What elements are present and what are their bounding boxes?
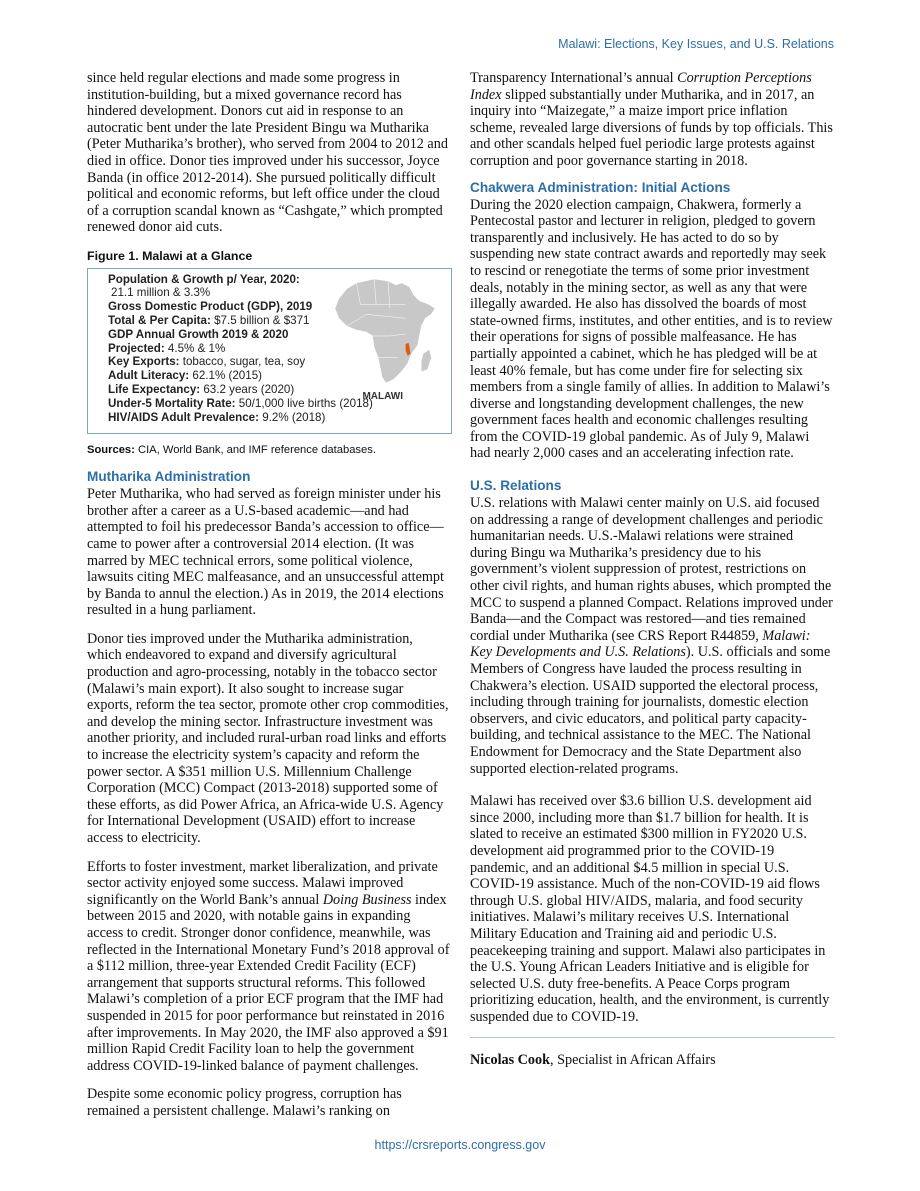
figure-box: [87, 268, 452, 434]
paragraph: Peter Mutharika, who had served as foreign minister under his brother after a career as a U.S-based academic—and had attempted to foil his predecessor Banda’s accession to office—came to power after a controversial 2014 election. (It was marred by MEC technical errors, some political violence, lawsuits citing MEC malfeasance, and an unsuccessful attempt by Banda to annul the election.) As in 2019, the 2014 elections resulted in a hung parliament.: [87, 486, 444, 619]
stat-value: 21.1 million & 3.3%: [111, 286, 211, 300]
stat-value: 62.1% (2015): [189, 369, 263, 383]
author-name: Nicolas Cook: [470, 1052, 551, 1069]
paragraph: Malawi has received over $3.6 billion U.S. development aid since 2000, including more than $1.7 billion for health. It is slated to receive an estimated $300 million in FY2020 U.S. development aid programmed prior to the COVID-19 pandemic, and an additional $4.5 million in special U.S. COVID-19 assistance. Much of the non-COVID-19 aid flows through U.S. global HIV/AIDS, malaria, and food security initiatives. Malawi’s military receives U.S. International Military Education and Training aid and periodic U.S. peacekeeping training and support. Malawi also participates in the U.S. Young African Leaders Initiative and is eligible for selected U.S. duty free-benefits. A Peace Corps program prioritizing education, health, and the environment, is currently suspended due to COVID-19.: [470, 793, 830, 1025]
paragraph: Despite some economic policy progress, corruption has remained a persistent challenge. Malawi’s ranking on: [87, 1086, 402, 1119]
divider: [470, 1037, 835, 1038]
stat-label: Projected:: [108, 341, 165, 355]
stat-label: Life Expectancy:: [108, 382, 201, 396]
author-role: , Specialist in African Affairs: [550, 1052, 716, 1069]
section-heading-us-relations: U.S. Relations: [470, 478, 562, 494]
italic-title: Corruption Perceptions Index: [470, 70, 812, 103]
stat-label: HIV/AIDS Adult Prevalence:: [108, 410, 259, 424]
stat-value: 63.2 years (2020): [200, 382, 295, 396]
text-run: Efforts to foster investment, market liberalization, and private sector activity enjoyed some success. Malawi improved significantly on the World Bank’s annual: [87, 858, 438, 908]
text-run: index between 2015 and 2020, with notable gains in expanding access to credit. Stronger donor confidence, meanwhile, was reflected in the International Monetary Fund’s 2018 approval of a $112 million, three-year Extended Credit Facility (ECF) arrangement that supports structural reforms. This followed Malawi’s completion of a prior ECF program that the IMF had suspended in 2015 for poor performance but reinstated in 2016 after improvements. In May 2020, the IMF also approved a $91 million Rapid Credit Facility loan to help the government address COVID-19-linked balance of payment challenges.: [87, 891, 450, 1074]
stat-value: 9.2% (2018): [258, 410, 326, 424]
stat-value: tobacco, sugar, tea, soy: [179, 355, 306, 369]
africa-landmass: [335, 278, 435, 382]
italic-title: Doing Business: [322, 891, 412, 908]
sources-text: CIA, World Bank, and IMF reference databases.: [134, 443, 376, 456]
africa-map-icon: [327, 275, 445, 393]
footer-url[interactable]: https://crsreports.congress.gov: [374, 1138, 546, 1152]
stat-label: GDP Annual Growth 2019 & 2020: [108, 327, 289, 341]
paragraph: [470, 495, 833, 777]
figure-stat-row: [108, 411, 451, 425]
figure-sources: [87, 442, 450, 459]
stat-value: 50/1,000 live births (2018): [235, 396, 373, 410]
text-run: Transparency International’s annual: [470, 70, 678, 86]
stat-label: Population & Growth p/ Year, 2020:: [108, 272, 300, 286]
stat-label: Adult Literacy:: [108, 369, 190, 383]
paragraph: since held regular elections and made some progress in institution-building, but a mixed governance record has hindered development. Donors cut aid in response to an autocratic bent under the late President Bingu wa Mutharika (Peter Mutharika’s brother), who served from 2004 to 2012 and died in office. Donor ties improved under his successor, Joyce Banda (in office 2012-2014). She pursued politically difficult political and economic reforms, but left office under the cloud of a corruption scandal known as “Cashgate,” which prompted renewed donor aid cuts.: [87, 70, 448, 236]
text-run: U.S. relations with Malawi center mainly on U.S. aid focused on addressing a range of development challenges and periodic humanitarian needs. U.S.-Malawi relations were strained during Bingu wa Mutharika’s presidency due to his government’s violent suppression of protest, restrictions on other civil rights, and human rights abuses, which prompted the MCC to suspend a planned Compact. Relations improved under Banda—and the Compact was restored—and ties remained cordial under Mutharika (see CRS Report R44859,: [470, 495, 833, 644]
author-line: [470, 1052, 833, 1069]
section-heading-chakwera: Chakwera Administration: Initial Actions: [470, 179, 731, 195]
stat-value: 4.5% & 1%: [164, 341, 226, 355]
text-run: slipped substantially under Mutharika, and in 2017, an inquiry into “Maizegate,” a maize import price inflation scheme, revealed large diversions of funds by top officials. This and other scandals helped fuel periodic large protests against corruption and poor governance starting in 2018.: [470, 86, 833, 169]
running-header: Malawi: Elections, Key Issues, and U.S. Relations: [558, 37, 834, 51]
paragraph: [470, 70, 833, 170]
paragraph: Donor ties improved under the Mutharika administration, which endeavored to expand and diversify agricultural production and agro-processing, notably in the tobacco sector (Malawi’s main export). It also sought to increase sugar exports, reform the tea sector, promote other crop commodities, and develop the mining sector. Infrastructure investment was another priority, and included rural-urban road links and efforts to increase the electricity system’s capacity and reform the power sector. A $351 million U.S. Millennium Challenge Corporation (MCC) Compact (2013-2018) supported some of these efforts, as did Power Africa, an Africa-wide U.S. Agency for International Development (USAID) effort to increase access to electricity.: [87, 630, 449, 846]
italic-title: Malawi: Key Developments and U.S. Relations: [470, 627, 811, 661]
stat-label: Gross Domestic Product (GDP), 2019: [108, 300, 313, 314]
text-run: ). U.S. officials and some Members of Congress have lauded the process resulting in Chakwera’s election. USAID supported the electoral process, including through training for journalists, domestic election observers, and civic educators, and political party capacity-building, and technical assistance to the MEC. The National Endowment for Democracy and the State Department also supported election-related programs.: [470, 644, 831, 777]
right-column: [470, 70, 833, 1069]
section-heading-mutharika: Mutharika Administration: [87, 469, 251, 485]
sources-label: Sources:: [87, 443, 135, 456]
paragraph: [87, 859, 450, 1075]
figure-title: Figure 1. Malawi at a Glance: [87, 248, 253, 263]
stat-label: Key Exports:: [108, 355, 180, 369]
paragraph: During the 2020 election campaign, Chakwera, formerly a Pentecostal pastor and lecturer in religion, pledged to govern transparently and inclusively. He has acted to do so by suspending new state contract awards and reportedly may seek to rescind or renegotiate the terms of some prior investment deals, notably in the mining sector, as well as any that were illegally awarded. He also has dissolved the boards of most state-owned firms, institutes, and other entities, and is to review their operations for signs of possible malfeasance. He has partially appointed a cabinet, which he has pledged will be at least 40% female, but has come under fire for selecting six members from a single family of allies. In addition to Malawi’s diverse and longstanding development challenges, the new government faces health and economic challenges resulting from the COVID-19 global pandemic. As of July 9, Malawi had nearly 2,000 cases and an accelerating infection rate.: [470, 196, 833, 462]
stat-label: Total & Per Capita:: [108, 313, 211, 327]
map-label: MALAWI: [362, 390, 403, 402]
left-column: [87, 70, 450, 1132]
stat-value: $7.5 billion & $371: [210, 313, 310, 327]
madagascar: [421, 349, 431, 371]
stat-label: Under-5 Mortality Rate:: [108, 396, 236, 410]
